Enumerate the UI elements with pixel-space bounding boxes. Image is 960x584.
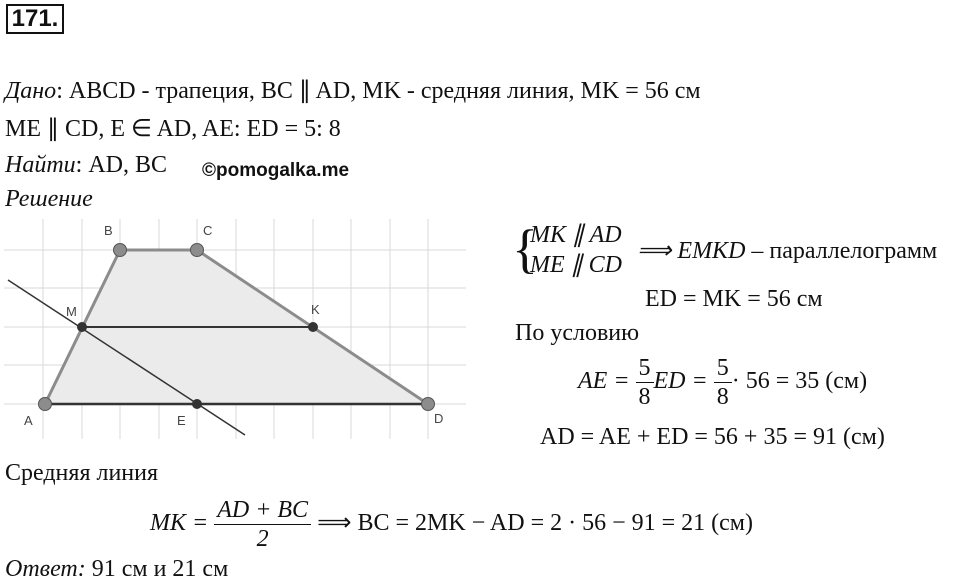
fraction-5-8-second: $\frac{5}{8}$: [714, 354, 732, 411]
label-b: B: [104, 223, 113, 238]
ed-equation: ED = MK = 56 см: [645, 286, 823, 312]
problem-number: 171.: [6, 4, 64, 34]
point-e: [192, 399, 202, 409]
system-result: [637, 236, 937, 266]
point-d: [422, 398, 435, 411]
fraction-5-8: $\frac{5}{8}$: [636, 354, 654, 411]
point-c: [191, 244, 204, 257]
point-a: [39, 398, 52, 411]
label-d: D: [434, 411, 444, 426]
find-value: : AD, BC: [75, 152, 168, 178]
answer-label: Ответ:: [5, 556, 86, 582]
fraction-ad-bc: $\frac{AD + BC}{2}$: [214, 496, 311, 553]
point-b: [114, 244, 127, 257]
label-e: E: [177, 413, 186, 428]
ae-mid: ED =: [653, 368, 708, 395]
parallelogram-text: – параллелограмм: [745, 238, 938, 264]
point-k: [308, 322, 318, 332]
mk-lhs: MK =: [150, 510, 209, 537]
point-m: [77, 322, 87, 332]
trapezoid-diagram: [4, 219, 466, 439]
ad-equation: AD = AE + ED = 56 + 35 = 91 (см): [540, 424, 885, 450]
system-eq-2: ME ∥ CD: [530, 252, 622, 278]
given-line-1: [5, 76, 701, 106]
ae-rest: · 56 = 35 (см): [731, 368, 868, 395]
find-label: Найти: [5, 152, 76, 178]
label-a: A: [24, 413, 33, 428]
given-label: Дано: [5, 78, 57, 104]
parallelogram-name: ⟹ EMKD: [637, 238, 746, 264]
ae-equation: [578, 354, 867, 411]
watermark: ©pomogalka.me: [202, 160, 350, 181]
ae-lhs: AE =: [578, 368, 630, 395]
mk-formula: [150, 496, 753, 553]
system-brace: {: [512, 219, 538, 279]
mk-rest: ⟹ BC = 2MK − AD = 2 · 56 − 91 = 21 (см): [317, 510, 753, 537]
answer-line: [5, 554, 228, 584]
midline-label: Средняя линия: [5, 460, 159, 486]
label-m: M: [66, 304, 77, 319]
solution-label: Решение: [5, 186, 93, 212]
given-line-2: ME ∥ CD, E ∈ AD, AE: ED = 5: 8: [5, 116, 341, 142]
given-text: : ABCD - трапеция, BC ∥ AD, MK - средняя линия, MK = 56 см: [56, 78, 701, 104]
label-k: K: [311, 302, 320, 317]
label-c: C: [203, 223, 213, 238]
system-eq-1: MK ∥ AD: [530, 222, 622, 248]
find-line: [5, 150, 167, 180]
answer-value: 91 см и 21 см: [85, 556, 229, 582]
by-condition: По условию: [515, 320, 640, 346]
